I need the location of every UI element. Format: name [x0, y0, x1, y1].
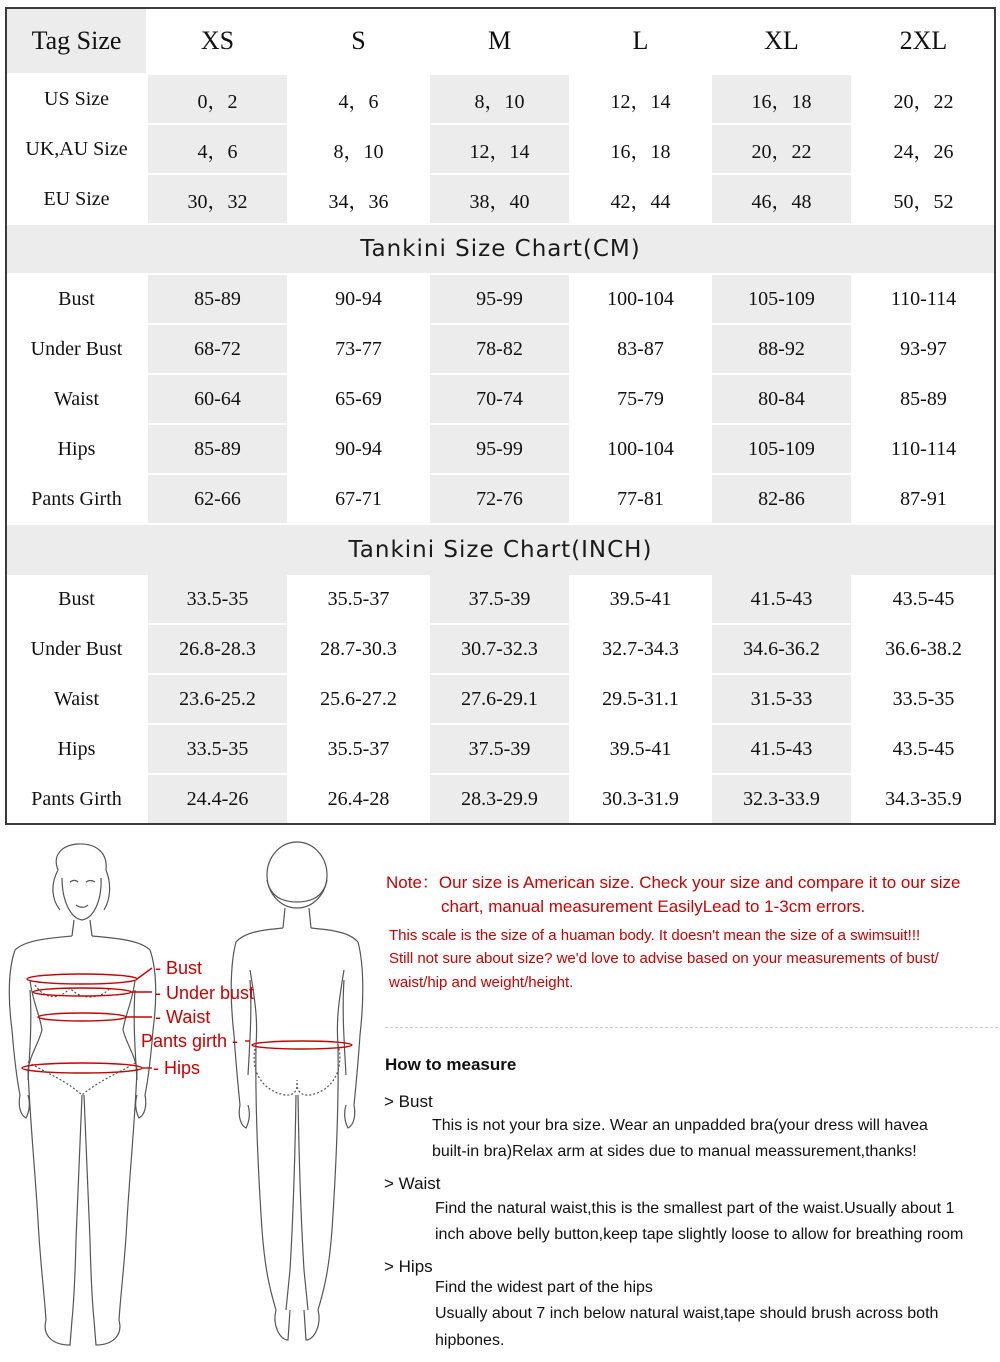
row-label: Pants Girth [7, 775, 148, 825]
back-body-figure [231, 842, 363, 1340]
table-row-cm-under-bust [7, 325, 994, 375]
bust-section-title: > Bust [384, 1092, 433, 1111]
table-cell: 25.6-27.2 [289, 675, 430, 725]
table-cell: 70-74 [430, 375, 571, 425]
table-cell: 87-91 [853, 475, 994, 525]
inch-chart-title: Tankini Size Chart(INCH) [7, 525, 994, 577]
table-row-uk-au-size [7, 125, 994, 175]
table-cell: 83-87 [571, 325, 712, 375]
table-cell: 100-104 [571, 425, 712, 475]
waist-desc-line-2: inch above belly button,keep tape slightly loose to allow for breathing room [435, 1226, 964, 1243]
table-cell: 43.5-45 [853, 725, 994, 775]
row-label: Under Bust [7, 625, 148, 675]
table-cell: 33.5-35 [148, 575, 289, 625]
table-cell: 20，22 [853, 75, 994, 125]
table-cell: 34.3-35.9 [853, 775, 994, 825]
table-cell: 73-77 [289, 325, 430, 375]
body-outline-illustration [0, 840, 385, 1357]
table-cell: 12，14 [571, 75, 712, 125]
row-label: Bust [7, 275, 148, 325]
header-cell-xl: XL [712, 9, 853, 75]
table-cell: 110-114 [853, 275, 994, 325]
table-row-inch-pants-girth [7, 775, 994, 825]
row-label: UK,AU Size [7, 125, 148, 175]
table-cell: 68-72 [148, 325, 289, 375]
table-cell: 105-109 [712, 425, 853, 475]
table-cell: 95-99 [430, 425, 571, 475]
table-cell: 28.3-29.9 [430, 775, 571, 825]
table-cell: 35.5-37 [289, 725, 430, 775]
table-cell: 24，26 [853, 125, 994, 175]
row-label: US Size [7, 75, 148, 125]
table-cell: 75-79 [571, 375, 712, 425]
table-row-eu-size [7, 175, 994, 225]
table-cell: 33.5-35 [853, 675, 994, 725]
hips-desc-line-3: hipbones. [435, 1332, 505, 1349]
table-cell: 46，48 [712, 175, 853, 225]
table-cell: 37.5-39 [430, 575, 571, 625]
row-label: Waist [7, 375, 148, 425]
table-cell: 12，14 [430, 125, 571, 175]
table-cell: 43.5-45 [853, 575, 994, 625]
table-cell: 77-81 [571, 475, 712, 525]
header-cell-tag-size: Tag Size [7, 9, 148, 75]
header-cell-s: S [289, 9, 430, 75]
table-cell: 29.5-31.1 [571, 675, 712, 725]
table-cell: 0，2 [148, 75, 289, 125]
waist-desc-line-1: Find the natural waist,this is the smallest part of the waist.Usually about 1 [435, 1200, 955, 1217]
table-cell: 4，6 [289, 75, 430, 125]
table-cell: 30.7-32.3 [430, 625, 571, 675]
table-cell: 24.4-26 [148, 775, 289, 825]
table-cell: 95-99 [430, 275, 571, 325]
table-cell: 20，22 [712, 125, 853, 175]
table-cell: 110-114 [853, 425, 994, 475]
table-cell: 41.5-43 [712, 575, 853, 625]
hips-desc-line-2: Usually about 7 inch below natural waist,tape should brush across both [435, 1305, 939, 1322]
table-row-inch-hips [7, 725, 994, 775]
label-pants-girth: Pants girth - [141, 1031, 239, 1051]
table-cell: 85-89 [148, 275, 289, 325]
table-cell: 23.6-25.2 [148, 675, 289, 725]
table-cell: 32.7-34.3 [571, 625, 712, 675]
note-line-4: Still not sure about size? we'd love to advise based on your measurements of bust/ [389, 950, 939, 967]
table-cell: 26.8-28.3 [148, 625, 289, 675]
how-to-measure-heading: How to measure [385, 1055, 517, 1074]
table-cell: 41.5-43 [712, 725, 853, 775]
table-cell: 32.3-33.9 [712, 775, 853, 825]
measurement-figures [0, 840, 385, 1357]
table-cell: 26.4-28 [289, 775, 430, 825]
table-cell: 8，10 [430, 75, 571, 125]
table-row-inch-bust [7, 575, 994, 625]
table-row-cm-hips [7, 425, 994, 475]
hips-section-title: > Hips [384, 1257, 433, 1276]
row-label: Pants Girth [7, 475, 148, 525]
note-line-1: Note：Our size is American size. Check your size and compare it to our size [386, 873, 961, 892]
label-hips: - Hips [153, 1058, 201, 1078]
note-line-3: This scale is the size of a huaman body. It doesn't mean the size of a swimsuit!!! [389, 927, 921, 944]
table-cell: 100-104 [571, 275, 712, 325]
row-label: Hips [7, 425, 148, 475]
table-cell: 50，52 [853, 175, 994, 225]
table-cell: 80-84 [712, 375, 853, 425]
table-cell: 30.3-31.9 [571, 775, 712, 825]
header-cell-xs: XS [148, 9, 289, 75]
header-cell-2xl: 2XL [853, 9, 994, 75]
table-cell: 67-71 [289, 475, 430, 525]
table-cell: 8，10 [289, 125, 430, 175]
table-cell: 30，32 [148, 175, 289, 225]
table-cell: 36.6-38.2 [853, 625, 994, 675]
table-cell: 93-97 [853, 325, 994, 375]
table-cell: 39.5-41 [571, 725, 712, 775]
table-row-inch-waist [7, 675, 994, 725]
table-cell: 42，44 [571, 175, 712, 225]
label-bust: - Bust [155, 958, 203, 978]
table-cell: 37.5-39 [430, 725, 571, 775]
hips-desc-line-1: Find the widest part of the hips [435, 1279, 653, 1296]
table-cell: 16，18 [571, 125, 712, 175]
cm-chart-title: Tankini Size Chart(CM) [7, 225, 994, 275]
row-label: Waist [7, 675, 148, 725]
size-chart-table [5, 7, 996, 825]
label-waist: - Waist [155, 1007, 211, 1027]
table-cell: 39.5-41 [571, 575, 712, 625]
bust-desc-line-1: This is not your bra size. Wear an unpadded bra(your dress will havea [432, 1117, 928, 1134]
row-label: Bust [7, 575, 148, 625]
note-line-5: waist/hip and weight/height. [389, 974, 574, 991]
table-cell: 28.7-30.3 [289, 625, 430, 675]
table-cell: 85-89 [148, 425, 289, 475]
row-label: Under Bust [7, 325, 148, 375]
table-cell: 4，6 [148, 125, 289, 175]
table-cell: 62-66 [148, 475, 289, 525]
table-cell: 82-86 [712, 475, 853, 525]
table-cell: 33.5-35 [148, 725, 289, 775]
table-row-cm-waist [7, 375, 994, 425]
table-row-us-size [7, 75, 994, 125]
note-line-2: chart, manual measurement EasilyLead to 1-3cm errors. [441, 897, 866, 916]
table-cell: 31.5-33 [712, 675, 853, 725]
waist-section-title: > Waist [384, 1174, 441, 1193]
table-cell: 105-109 [712, 275, 853, 325]
table-cell: 90-94 [289, 425, 430, 475]
table-cell: 34.6-36.2 [712, 625, 853, 675]
label-under-bust: - Under bust [155, 983, 255, 1003]
table-cell: 90-94 [289, 275, 430, 325]
table-row-cm-bust [7, 275, 994, 325]
table-cell: 88-92 [712, 325, 853, 375]
table-cell: 78-82 [430, 325, 571, 375]
table-cell: 65-69 [289, 375, 430, 425]
row-label: Hips [7, 725, 148, 775]
table-row-inch-under-bust [7, 625, 994, 675]
table-row-cm-pants-girth [7, 475, 994, 525]
table-cell: 35.5-37 [289, 575, 430, 625]
header-cell-m: M [430, 9, 571, 75]
table-cell: 27.6-29.1 [430, 675, 571, 725]
row-label: EU Size [7, 175, 148, 225]
table-cell: 38，40 [430, 175, 571, 225]
header-cell-l: L [571, 9, 712, 75]
table-cell: 34，36 [289, 175, 430, 225]
table-cell: 85-89 [853, 375, 994, 425]
section-divider [385, 1027, 998, 1028]
table-cell: 16，18 [712, 75, 853, 125]
bust-desc-line-2: built-in bra)Relax arm at sides due to manual meassurement,thanks! [432, 1143, 917, 1160]
table-header-row [7, 9, 994, 75]
front-body-figure [9, 844, 155, 1345]
table-cell: 72-76 [430, 475, 571, 525]
table-cell: 60-64 [148, 375, 289, 425]
